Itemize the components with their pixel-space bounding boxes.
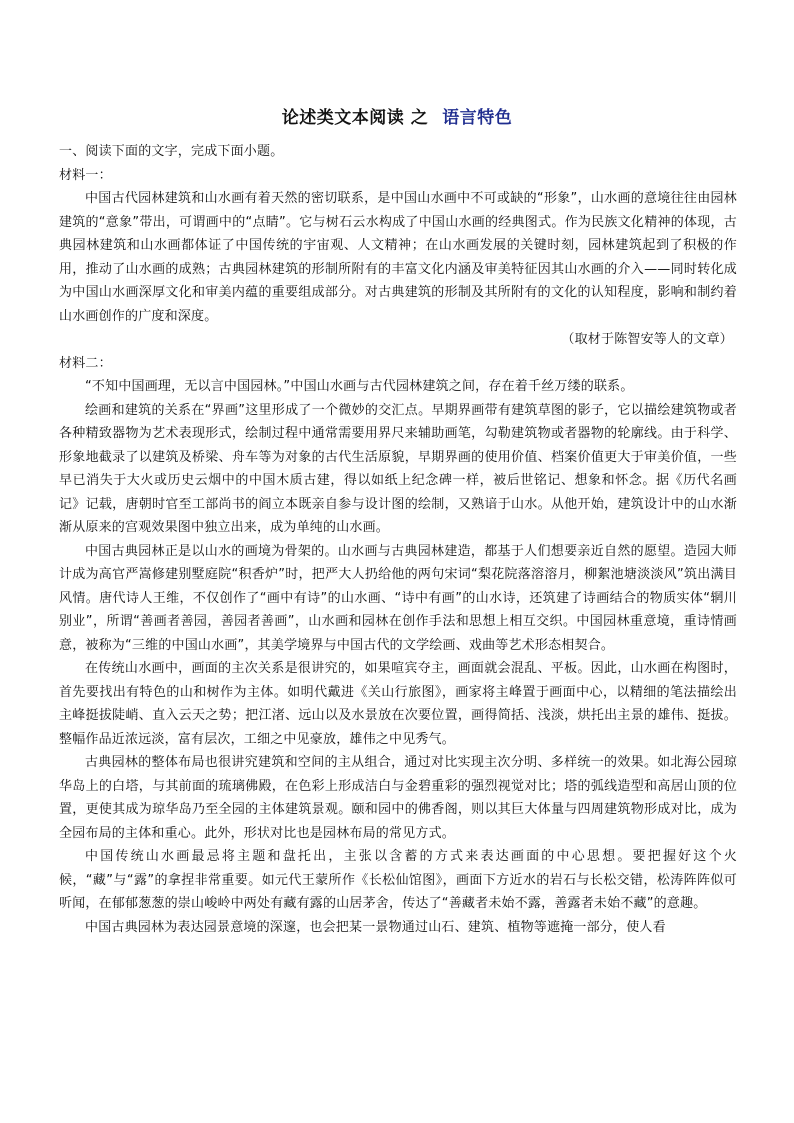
material2-paragraph: 中国古典园林为表达园景意境的深邃，也会把某一景物通过山石、建筑、植物等遮掩一部分，使人看 — [85, 919, 666, 935]
material1-label: 材料一： — [59, 167, 112, 183]
page-title — [0, 103, 794, 128]
material1-source: （取材于陈智安等人的文章） — [561, 332, 733, 347]
document-body — [59, 140, 737, 939]
material1-paragraph: 中国古代园林建筑和山水画有着天然的密切联系，是中国山水画中不可或缺的“形象”，山水画的意境往往由园林建筑的“意象”带出，可谓画中的“点睛”。它与树石云水构成了中国山水画的经典图式。作为民族文化精神的体现，古典园林建筑和山水画都体证了中国传统的宇宙观、人文精神；在山水画发展的关键时刻，园林建筑起到了积极的作用，推动了山水画的成熟；古典园林建筑的形制所附有的丰富文化内涵及审美特征因其山水画的介入——同时转化成为中国山水画深厚文化和审美内蕴的重要组成部分。对古典建筑的形制及其所附有的文化的认知程度，影响和制约着山水画创作的广度和深度。 — [59, 191, 737, 324]
material2-paragraph: 中国古典园林正是以山水的画境为骨架的。山水画与古典园林建造，都基于人们想要亲近自然的愿望。造园大师计成为高官严嵩修建别墅庭院“积香炉”时，把严大人扔给他的两句宋词“梨花院落溶溶月，柳絮池塘淡淡风”筑出满目风情。唐代诗人王维，不仅创作了“画中有诗”的山水画、“诗中有画”的山水诗，还筑建了诗画结合的物质实体“辋川别业”，所谓“善画者善园，善园者善画”，山水画和园林在创作手法和思想上相互交织。中国园林重意境，重诗情画意，被称为“三维的中国山水画”，其美学境界与中国古代的文学绘画、戏曲等艺术形态相契合。 — [59, 543, 737, 653]
material2-paragraph: 古典园林的整体布局也很讲究建筑和空间的主从组合，通过对比实现主次分明、多样统一的效果。如北海公园琼华岛上的白塔，与其前面的琉璃佛殿，在色彩上形成洁白与金碧重彩的强烈视觉对比；塔的弧线造型和高居山顶的位置，更使其成为琼华岛乃至全园的主体建筑景观。颐和园中的佛香阁，则以其巨大体量与四周建筑物形成对比，成为全园布局的主体和重心。此外，形状对比也是园林布局的常见方式。 — [59, 755, 737, 841]
material2-paragraph: 在传统山水画中，画面的主次关系是很讲究的，如果喧宾夺主，画面就会混乱、平板。因此，山水画在构图时，首先要找出有特色的山和树作为主体。如明代戴进《关山行旅图》，画家将主峰置于画面中心，以精细的笔法描绘出主峰挺拔陡峭、直入云天之势；把江渚、远山以及水景放在次要位置，画得简括、浅淡，烘托出主景的雄伟、挺拔。整幅作品近浓远淡，富有层次，工细之中见豪放，雄伟之中见秀气。 — [59, 661, 737, 747]
material2-label: 材料二： — [59, 355, 112, 371]
material2-paragraph: 绘画和建筑的关系在“界画”这里形成了一个微妙的交汇点。早期界画带有建筑草图的影子，它以描绘建筑物或者各种精致器物为艺术表现形式，绘制过程中通常需要用界尺来辅助画笔，勾勒建筑物或者器物的轮廓线。由于科学、形象地截录了以建筑及桥梁、舟车等为对象的古代生活原貌，早期界画的使用价值、档案价值更大于审美价值，一些早已消失于大火或历史云烟中的中国木质古建，得以如纸上纪念碑一样，被后世铭记、想象和怀念。据《历代名画记》记载，唐朝时官至工部尚书的阎立本既亲自参与设计图的绘制，又熟谙于山水。从他开始，建筑设计中的山水渐渐从原来的宫观效果图中独立出来，成为单纯的山水画。 — [59, 402, 737, 535]
instruction-line: 一、阅读下面的文字，完成下面小题。 — [59, 144, 284, 159]
title-accent: 语言特色 — [442, 108, 513, 128]
material2-paragraph: 中国传统山水画最忌将主题和盘托出，主张以含蓄的方式来表达画面的中心思想。要把握好这个火候，“藏”与“露”的拿捏非常重要。如元代王蒙所作《长松仙馆图》，画面下方近水的岩石与长松交错，松涛阵阵似可听闻，在郁郁葱葱的崇山峻岭中两处有藏有露的山居茅舍，传达了“善藏者未始不露，善露者未始不藏”的意趣。 — [59, 849, 737, 911]
material2-paragraph: “不知中国画理，无以言中国园林。”中国山水画与古代园林建筑之间，存在着千丝万缕的联系。 — [85, 379, 634, 394]
title-main: 论述类文本阅读 之 — [281, 108, 429, 128]
